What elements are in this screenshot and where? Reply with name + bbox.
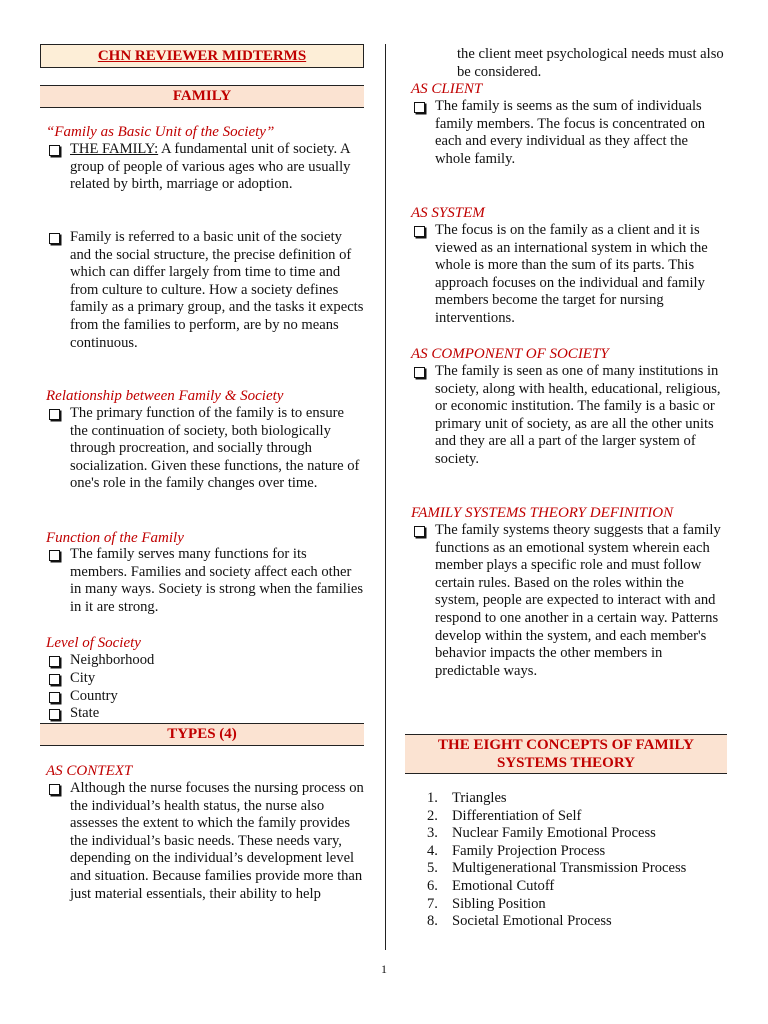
checkbox-bullet-icon: [49, 550, 60, 561]
level-item: [70, 652, 364, 670]
list-number: 4.: [427, 842, 438, 859]
component-text: The family is seen as one of many institutions in society, along with health, educational, religious, or economic institution. The family is a basic or primary unit of society, as are all the other units and they are all a part of the larger system of society.: [435, 363, 721, 467]
relationship-item: [70, 405, 364, 493]
list-number: 2.: [427, 807, 438, 824]
list-number: 3.: [427, 825, 438, 842]
concept-text: Multigenerational Transmission Process: [452, 860, 687, 877]
column-divider: [385, 44, 386, 950]
fst-heading: FAMILY SYSTEMS THEORY DEFINITION: [411, 505, 674, 521]
level-item: [70, 705, 364, 723]
level-state: State: [70, 705, 100, 721]
list-item: [427, 843, 686, 861]
context-continued: the client meet psychological needs must also be considered.: [457, 46, 724, 80]
context-heading: AS CONTEXT: [46, 763, 133, 779]
concept-text: Triangles: [452, 790, 507, 806]
the-family-item: [70, 141, 364, 194]
list-number: 1.: [427, 790, 438, 806]
document-title: CHN REVIEWER MIDTERMS: [40, 44, 364, 68]
concept-text: Nuclear Family Emotional Process: [452, 825, 656, 842]
context-text: Although the nurse focuses the nursing process on the individual’s health status, the nurse also assesses the extent to which the family provides the individual’s basic needs. These needs vary, depending on the individual’s development level and situation. Because families provide more than just material essentials, their ability to help: [70, 780, 364, 902]
system-heading: AS SYSTEM: [411, 205, 485, 221]
system-item: [435, 222, 727, 328]
basic-unit-text: Family is referred to a basic unit of the society and the social structure, the precise definition of which can differ largely from time to time and from culture to culture. How a society defines family as a primary group, and the tasks it expects from the families to perform, are by no means continuous.: [70, 229, 364, 351]
concept-text: Societal Emotional Process: [452, 913, 612, 930]
the-family-label: THE FAMILY:: [70, 141, 159, 157]
checkbox-bullet-icon: [414, 226, 425, 237]
list-item: [427, 860, 686, 878]
client-text: The family is seems as the sum of individuals family members. The focus is concentrated on each and every individual as they affect the whole family.: [435, 98, 706, 167]
level-neighborhood: Neighborhood: [70, 652, 155, 668]
function-heading: Function of the Family: [46, 530, 184, 546]
list-item: [427, 808, 686, 826]
basic-unit-item: [70, 229, 364, 352]
checkbox-bullet-icon: [49, 709, 60, 720]
component-heading: AS COMPONENT OF SOCIETY: [411, 346, 609, 362]
client-item: [435, 98, 727, 168]
relationship-text: The primary function of the family is to ensure the continuation of society, both biologically through procreation, and socially through socialization. Given these functions, the nature of one's role in the family changes over time.: [70, 405, 360, 492]
checkbox-bullet-icon: [414, 526, 425, 537]
system-text: The focus is on the family as a client and it is viewed as an international system in which the whole is more than the sum of its parts. This approach focuses on the individual and family members become the target for nursing interventions.: [435, 222, 708, 326]
checkbox-bullet-icon: [49, 674, 60, 685]
list-item: [427, 825, 686, 843]
concept-text: Emotional Cutoff: [452, 877, 555, 894]
checkbox-bullet-icon: [49, 784, 60, 795]
list-number: 5.: [427, 860, 438, 877]
list-item: [427, 913, 686, 931]
list-number: 8.: [427, 913, 438, 930]
level-item: [70, 670, 364, 688]
eight-concepts-heading: THE EIGHT CONCEPTS OF FAMILY SYSTEMS THEORY: [405, 734, 727, 774]
level-heading: Level of Society: [46, 635, 141, 651]
types-heading: TYPES (4): [40, 723, 364, 746]
checkbox-bullet-icon: [49, 145, 60, 156]
checkbox-bullet-icon: [49, 409, 60, 420]
checkbox-bullet-icon: [49, 656, 60, 667]
fst-item: [435, 522, 727, 680]
level-city: City: [70, 670, 96, 686]
level-country: Country: [70, 688, 118, 704]
list-item: [427, 878, 686, 896]
list-number: 6.: [427, 877, 438, 894]
relationship-heading: Relationship between Family & Society: [46, 388, 284, 404]
concept-text: Sibling Position: [452, 895, 546, 912]
the-family-text: A fundamental unit of society. A group of people of various ages who are usually related by birth, marriage or adoption.: [70, 141, 351, 193]
list-item: [427, 790, 686, 808]
checkbox-bullet-icon: [414, 367, 425, 378]
checkbox-bullet-icon: [49, 233, 60, 244]
client-heading: AS CLIENT: [411, 81, 483, 97]
basic-unit-heading: “Family as Basic Unit of the Society”: [46, 124, 275, 140]
concept-text: Family Projection Process: [452, 842, 606, 859]
component-item: [435, 363, 727, 469]
function-text: The family serves many functions for its members. Families and society affect each other in many ways. Society is strong when the families in it are strong.: [70, 546, 364, 615]
checkbox-bullet-icon: [414, 102, 425, 113]
list-item: [427, 896, 686, 914]
fst-text: The family systems theory suggests that a family functions as an emotional system wherein each member plays a specific role and must follow certain rules. Based on the roles within the system, people are expected to interact with and respond to one another in a certain way. Patterns develop within the system, and each member's behavior impacts the other members in predictable ways.: [435, 522, 721, 679]
concept-text: Differentiation of Self: [452, 807, 582, 824]
page-number: 1: [381, 962, 387, 976]
level-item: [70, 688, 364, 706]
function-item: [70, 546, 364, 616]
family-heading: FAMILY: [40, 85, 364, 108]
context-item: [70, 780, 364, 903]
list-number: 7.: [427, 895, 438, 912]
concepts-list: [427, 790, 686, 931]
checkbox-bullet-icon: [49, 692, 60, 703]
